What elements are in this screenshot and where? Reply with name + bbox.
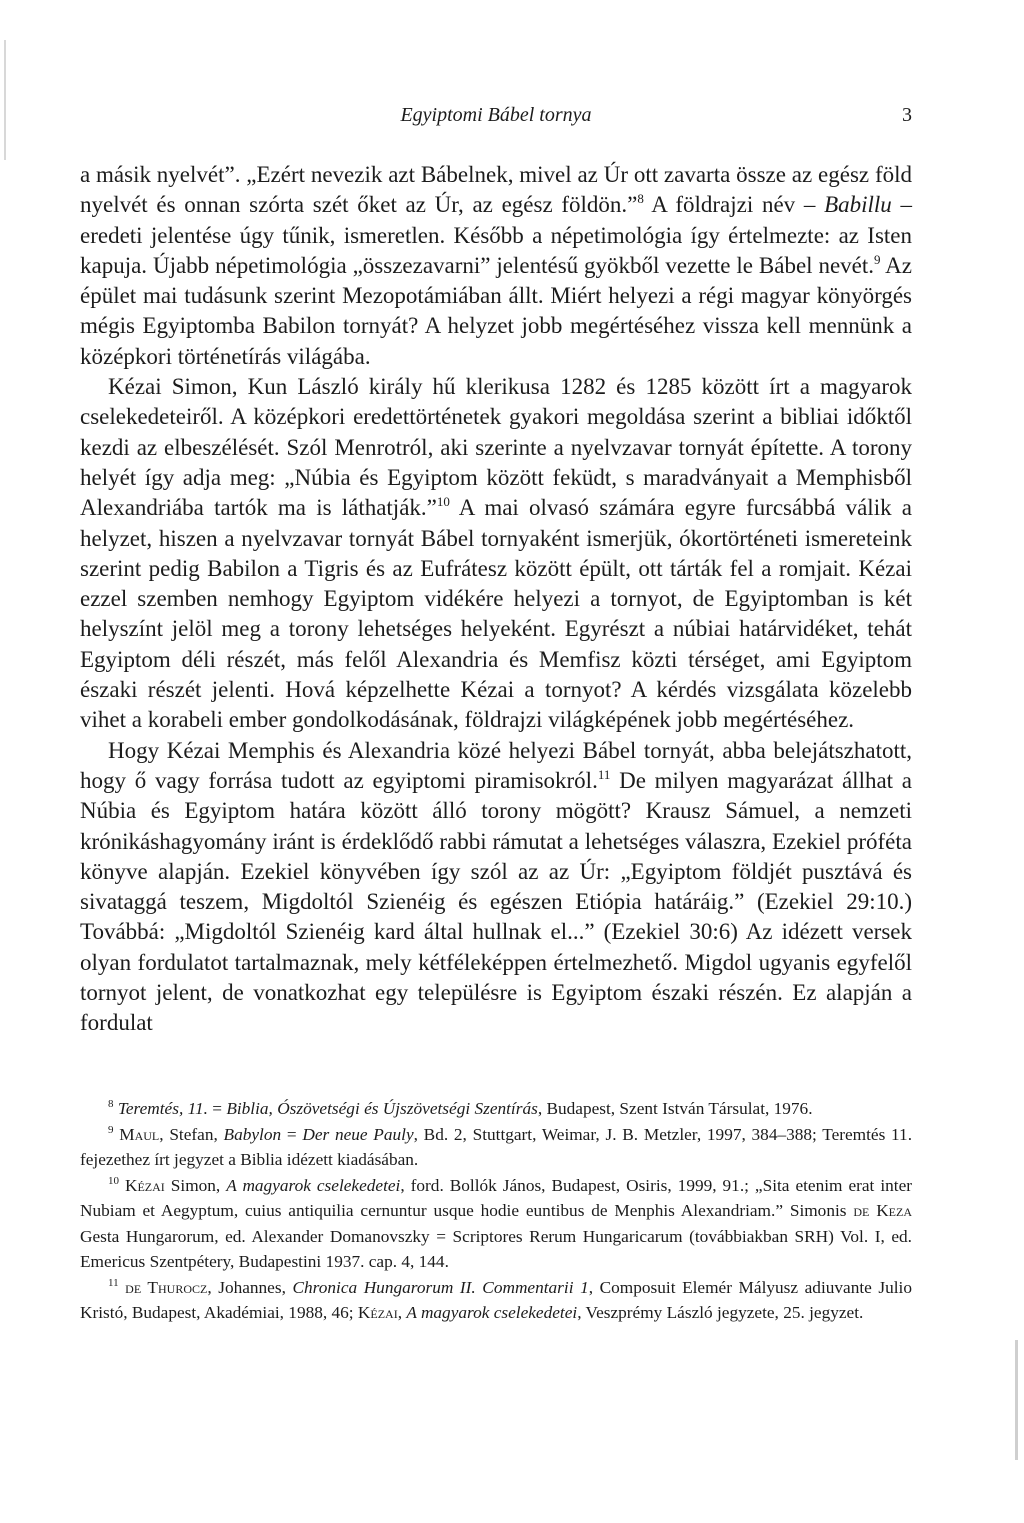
paragraph-1: a másik nyelvét”. „Ezért nevezik azt Bábelnek, mivel az Úr ott zavarta össze az egész föld nyelvét és onnan szórta szét őket az Úr, az egész földön.”$^8$ A földrajzi név – Babillu – eredeti jelentése úgy tűnik, ismeretlen. Később a népetimológia így értelmezte: az Isten kapuja. Újabb népetimológia „összezavarni” jelentésű gyökből vezette le Bábel nevét.$^9$ Az épület mai tudásunk szerint Mezopotámiában állt. Miért helyezi a régi magyar könyörgés mégis Egyiptomba Babilon tornyát? A helyzet jobb megértéséhez vissza kell mennünk a középkori történetírás világába. [80,162,913,369]
footnote-9: $^9$ Maul, Stefan, Babylon = Der neue Pauly, Bd. 2, Stuttgart, Weimar, J. B. Metzler, 1997, 384–388; Teremtés 11. fejezethez írt jegyzet a Biblia idézett kiadásában. [80,1123,913,1169]
running-head [80,104,912,134]
paragraph-3: Hogy Kézai Memphis és Alexandria közé helyezi Bábel tornyát, abba belejátszhatott, hogy ő vagy forrása tudott az egyiptomi piramisokról.$^{11}$ De milyen magyarázat állhat a Núbia és Egyiptom határa között álló torony mögött? Krausz Sámuel, a nemzeti krónikáshagyomány iránt is érdeklődő rabbi rámutat a lehetséges válaszra, Ezekiel próféta könyve alapján. Ezekiel könyvében így szól az az Úr: „Egyiptom földjét pusztává és sivataggá teszem, Migdoltól Szienéig és egészen Etiópia határáig.” (Ezekiel 29:10.) Továbbá: „Migdoltól Szienéig kard által hullnak el...” (Ezekiel 30:6) Az idézett versek olyan fordulatot tartalmaznak, mely kétféleképpen értelmezhető. Migdol ugyanis egyfelől tornyot jelent, de vonatkozhat egy településre is Egyiptom északi részén. Ez alapján a fordulat [80,737,912,1036]
footnote-ref-10[interactable]: 10 [436,494,450,510]
footnote-ref-11[interactable]: 11 [597,766,611,782]
body-text [80,160,912,1039]
scan-edge-right [1015,1340,1018,1460]
footnote-11: $^{11}$ de Thurocz, Johannes, Chronica Hungarorum II. Commentarii 1, Composuit Elemér Mályusz adiuvante Julio Kristó, Budapest, Akadémiai, 1988, 46; Kézai, A magyarok cselekedetei, Veszprémy László jegyzete, 25. jegyzet. [80,1276,912,1322]
running-title: Egyiptomi Bábel tornya [400,104,592,126]
footnote-8: $^8$ Teremtés, 11. = Biblia, Ószövetségi és Újszövetségi Szentírás, Budapest, Szent István Társulat, 1976. [108,1098,813,1118]
footnote-10: $^{10}$ Kézai Simon, A magyarok cselekedetei, ford. Bollók János, Budapest, Osiris, 1999, 91.; „Sita etenim erat inter Nubiam et Aegyptum, cuius antiquilia cernuntur usque hodie euntibus de Menphis Alexandriam.” Simonis de Keza Gesta Hungarorum, ed. Alexander Domanovszky = Scriptores Rerum Hungaricarum (továbbiakban SRH) Vol. I, ed. Emericus Szentpétery, Budapestini 1937. cap. 4, 144. [80,1174,913,1271]
footnotes [80,1096,912,1326]
page-number: 3 [902,104,912,126]
footnote-ref-8[interactable]: 8 [637,191,644,207]
footnote-ref-9[interactable]: 9 [874,251,881,267]
paragraph-2: Kézai Simon, Kun László király hű klerikusa 1282 és 1285 között írt a magyarok cselekedeteiről. A középkori eredettörténetek gyakori megoldása szerint a bibliai időktől kezdi az elbeszélését. Szól Menrotról, aki szerinte a nyelvzavar tornyát építette. A torony helyét így adja meg: „Núbia és Egyiptom között feküdt, s maradványait a Memphisből Alexandriába tartók ma is láthatják.”$^{10}$ A mai olvasó számára egyre furcsábbá válik a helyzet, hiszen a nyelvzavar tornyát Bábel tornyaként ismerjük, ókortörténeti ismereteink szerint pedig Babilon a Tigris és az Eufrátesz között épült, ott tárták fel a romjait. Kézai ezzel szemben nemhogy Egyiptom vidékére helyezi a tornyot, de Egyiptomban is két helyszínt jelöl meg a torony lehetséges helyeként. Egyrészt a núbiai határvidéket, tehát Egyiptom déli részét, más felől Alexandria és Memfisz közti térséget, ami Egyiptom északi részét jelenti. Hová képzelhette Kézai a tornyot? A kérdés vizsgálata közelebb vihet a korabeli ember gondolkodásának, földrajzi világképének jobb megértéséhez. [80,374,912,733]
scan-edge-left [4,40,6,160]
